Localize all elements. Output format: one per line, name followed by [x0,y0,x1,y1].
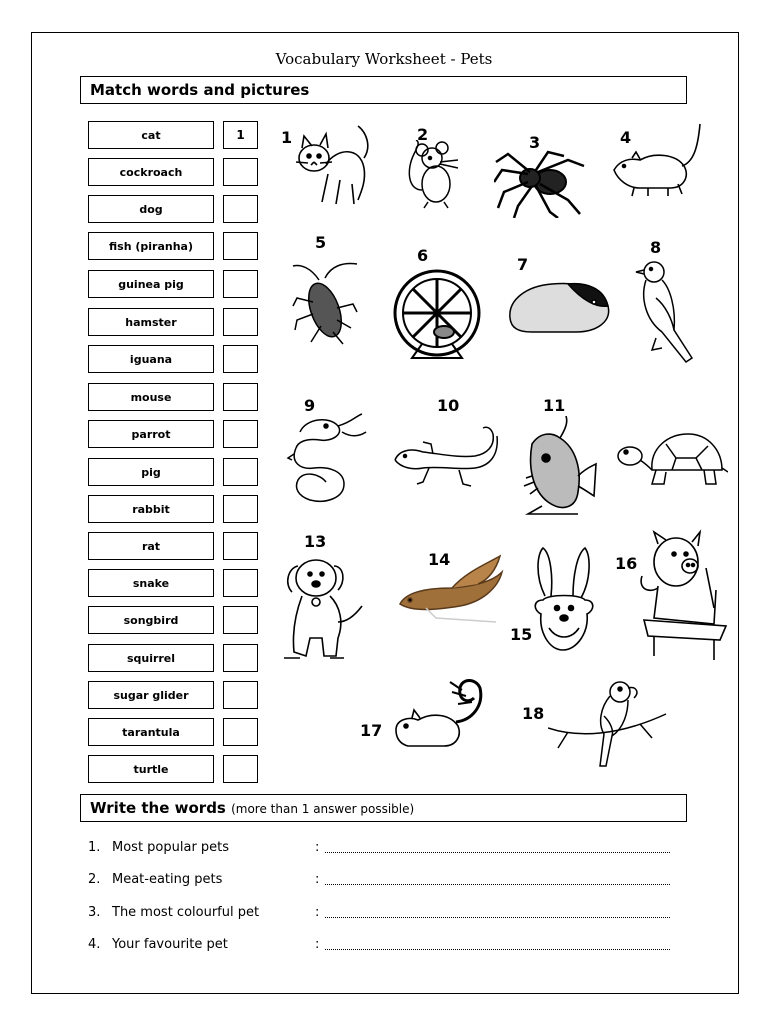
rabbit-picture [533,546,595,656]
answer-box[interactable] [223,681,258,709]
piranha-picture [518,416,598,516]
answer-box[interactable]: 1 [223,121,258,149]
picture-number: 16 [615,554,638,573]
guinea-pig-picture [506,278,612,336]
question-text: Most popular pets [112,840,230,855]
answer-box[interactable] [223,420,258,448]
question-colon: : [315,840,320,855]
answer-box[interactable] [223,718,258,746]
word-box: rat [88,532,214,560]
picture-number: 10 [437,396,460,415]
answer-line[interactable] [325,879,670,885]
question-text: Your favourite pet [112,937,228,952]
picture-number: 15 [510,625,533,644]
word-box: cockroach [88,158,214,186]
answer-box[interactable] [223,606,258,634]
hamster-wheel-picture [392,266,482,360]
answer-box[interactable] [223,495,258,523]
answer-box[interactable] [223,158,258,186]
picture-number: 2 [417,125,429,144]
word-box: tarantula [88,718,214,746]
question-text: Meat-eating pets [112,872,223,887]
section-write-note: (more than 1 answer possible) [231,802,415,816]
section-write-header [80,794,687,822]
answer-box[interactable] [223,270,258,298]
word-box: guinea pig [88,270,214,298]
answer-box[interactable] [223,383,258,411]
pig-picture [634,528,732,662]
snake-picture [286,412,372,508]
word-box: rabbit [88,495,214,523]
question-colon: : [315,872,320,887]
picture-number: 4 [620,128,632,147]
word-box: hamster [88,308,214,336]
word-box: pig [88,458,214,486]
picture-number: 13 [304,532,327,551]
answer-box[interactable] [223,458,258,486]
answer-box[interactable] [223,532,258,560]
picture-number: 9 [304,396,316,415]
question-number: 3. [88,905,101,920]
word-box: fish (piranha) [88,232,214,260]
cat-picture [292,118,380,210]
word-box: cat [88,121,214,149]
word-box: squirrel [88,644,214,672]
answer-box[interactable] [223,195,258,223]
worksheet-title: Vocabulary Worksheet - Pets [275,50,493,68]
question-number: 1. [88,840,101,855]
sugar-glider-picture [396,552,506,624]
section-match-title: Match words and pictures [90,81,310,99]
answer-box[interactable] [223,644,258,672]
section-write-title [90,799,414,817]
picture-number: 18 [522,704,545,723]
picture-number: 14 [428,550,451,569]
iguana-picture [393,424,501,494]
word-box: iguana [88,345,214,373]
question-number: 2. [88,872,101,887]
word-box: mouse [88,383,214,411]
cockroach-picture [291,262,361,346]
answer-line[interactable] [325,912,670,918]
section-write-title-text: Write the words [90,799,226,817]
answer-box[interactable] [223,345,258,373]
word-box: snake [88,569,214,597]
tarantula-picture [494,148,586,218]
picture-number: 3 [529,133,541,152]
word-box: songbird [88,606,214,634]
word-box: turtle [88,755,214,783]
songbird-picture [634,258,702,366]
picture-number: 11 [543,396,566,415]
picture-number: 1 [281,128,293,147]
answer-box[interactable] [223,755,258,783]
answer-box[interactable] [223,308,258,336]
turtle-picture [616,424,728,494]
question-number: 4. [88,937,101,952]
rat-picture [610,122,706,202]
question-text: The most colourful pet [112,905,260,920]
parrot-picture [548,678,668,770]
answer-box[interactable] [223,232,258,260]
picture-number: 8 [650,238,662,257]
squirrel-picture [392,676,488,754]
answer-line[interactable] [325,847,670,853]
word-box: sugar glider [88,681,214,709]
mouse-picture [404,140,476,210]
answer-line[interactable] [325,944,670,950]
word-box: parrot [88,420,214,448]
picture-number: 17 [360,721,383,740]
picture-number: 7 [517,255,529,274]
answer-box[interactable] [223,569,258,597]
section-match-header [80,76,687,104]
question-colon: : [315,905,320,920]
question-colon: : [315,937,320,952]
dog-picture [280,552,366,666]
picture-number: 6 [417,246,429,265]
picture-number: 5 [315,233,327,252]
word-box: dog [88,195,214,223]
